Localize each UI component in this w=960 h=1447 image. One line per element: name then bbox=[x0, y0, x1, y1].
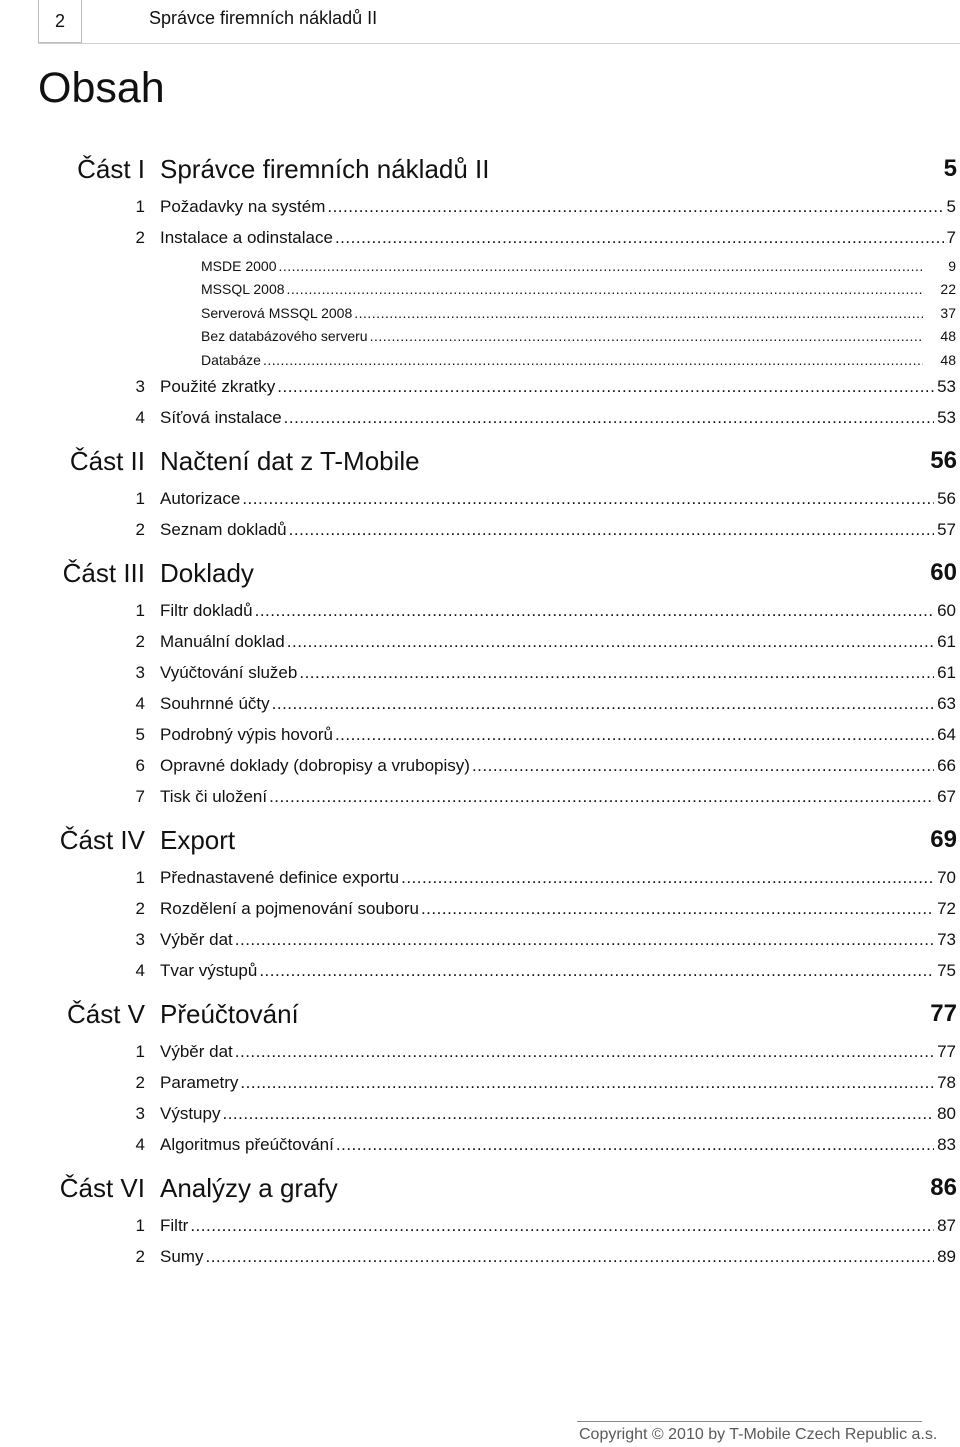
entry-page-number: 57 bbox=[937, 519, 956, 539]
entry-leader-line bbox=[160, 377, 956, 397]
part-title: Správce firemních nákladů II bbox=[160, 154, 490, 184]
dot-leader bbox=[222, 1104, 934, 1124]
toc-entry[interactable] bbox=[0, 658, 960, 689]
toc-entry[interactable] bbox=[0, 720, 960, 751]
entry-number: 4 bbox=[135, 693, 145, 713]
subentry-page-number: 37 bbox=[940, 304, 956, 321]
entry-number: 2 bbox=[135, 898, 145, 918]
toc-entry[interactable] bbox=[0, 1130, 960, 1161]
entry-title: Výstupy bbox=[160, 1103, 221, 1123]
entry-leader-line bbox=[160, 899, 956, 919]
entry-leader-line bbox=[160, 756, 956, 776]
entry-page-number: 89 bbox=[937, 1246, 956, 1266]
toc-subentry[interactable] bbox=[0, 278, 960, 302]
dot-leader bbox=[401, 868, 934, 888]
entry-page-number: 73 bbox=[937, 929, 956, 949]
toc-part-heading[interactable] bbox=[0, 1167, 960, 1211]
entry-number: 1 bbox=[135, 867, 145, 887]
entry-leader-line bbox=[160, 197, 956, 217]
entry-title: Výběr dat bbox=[160, 1041, 233, 1061]
entry-number: 2 bbox=[135, 631, 145, 651]
part-label: Část IV bbox=[59, 824, 145, 855]
part-spacer bbox=[0, 1273, 960, 1279]
part-label: Část V bbox=[66, 998, 145, 1029]
part-label: Část I bbox=[77, 154, 145, 184]
entry-title: Souhrnné účty bbox=[160, 693, 270, 713]
entry-page-number: 56 bbox=[937, 488, 956, 508]
entry-page-number: 75 bbox=[937, 960, 956, 980]
part-title: Export bbox=[160, 824, 236, 855]
part-label: Část II bbox=[69, 445, 145, 476]
part-title: Přeúčtování bbox=[160, 998, 299, 1029]
entry-leader-line bbox=[160, 663, 956, 683]
entry-page-number: 87 bbox=[937, 1215, 956, 1235]
toc-title: Obsah bbox=[38, 64, 165, 112]
dot-leader bbox=[277, 377, 934, 397]
entry-number: 1 bbox=[135, 600, 145, 620]
subentry-leader-line bbox=[201, 258, 956, 274]
subentry-leader-line bbox=[201, 281, 956, 297]
toc-entry[interactable] bbox=[0, 863, 960, 894]
entry-leader-line bbox=[160, 1042, 956, 1062]
toc-entry[interactable] bbox=[0, 627, 960, 658]
footer-divider bbox=[577, 1421, 922, 1422]
entry-page-number: 60 bbox=[937, 600, 956, 620]
entry-number: 1 bbox=[135, 488, 145, 508]
subentry-title: MSDE 2000 bbox=[201, 257, 277, 274]
entry-page-number: 83 bbox=[937, 1134, 956, 1154]
toc-part-heading[interactable] bbox=[0, 993, 960, 1037]
dot-leader bbox=[354, 305, 923, 321]
toc-entry[interactable] bbox=[0, 894, 960, 925]
entry-title: Autorizace bbox=[160, 488, 241, 508]
entry-page-number: 67 bbox=[937, 786, 956, 806]
part-title: Načtení dat z T-Mobile bbox=[160, 445, 420, 476]
entry-number: 1 bbox=[135, 1041, 145, 1061]
entry-title: Podrobný výpis hovorů bbox=[160, 724, 333, 744]
toc-entry[interactable] bbox=[0, 782, 960, 813]
entry-number: 4 bbox=[135, 407, 145, 427]
entry-page-number: 80 bbox=[937, 1103, 956, 1123]
part-page-number: 77 bbox=[930, 999, 957, 1027]
subentry-page-number: 22 bbox=[940, 281, 956, 297]
subentry-page-number: 9 bbox=[948, 257, 956, 274]
entry-leader-line bbox=[160, 930, 956, 950]
entry-leader-line bbox=[160, 489, 956, 509]
entry-page-number: 64 bbox=[937, 724, 956, 744]
subentry-leader-line bbox=[201, 305, 956, 321]
toc-entry[interactable] bbox=[0, 1099, 960, 1130]
dot-leader bbox=[272, 694, 934, 714]
entry-leader-line bbox=[160, 1135, 956, 1155]
dot-leader bbox=[299, 663, 934, 683]
toc-part-heading[interactable] bbox=[0, 819, 960, 863]
subentry-title: Serverová MSSQL 2008 bbox=[201, 304, 353, 321]
dot-leader bbox=[472, 756, 934, 776]
entry-leader-line bbox=[160, 632, 956, 652]
toc-entry[interactable] bbox=[0, 515, 960, 546]
entry-number: 3 bbox=[135, 662, 145, 682]
part-page-number: 60 bbox=[930, 558, 957, 586]
part-label: Část III bbox=[62, 557, 145, 588]
dot-leader bbox=[235, 930, 934, 950]
dot-leader bbox=[278, 258, 923, 274]
entry-title: Filtr bbox=[160, 1215, 189, 1235]
entry-page-number: 72 bbox=[937, 898, 956, 918]
entry-page-number: 63 bbox=[937, 693, 956, 713]
entry-number: 7 bbox=[135, 786, 145, 806]
entry-leader-line bbox=[160, 601, 956, 621]
entry-number: 1 bbox=[135, 197, 145, 216]
subentry-leader-line bbox=[201, 328, 956, 344]
entry-number: 2 bbox=[135, 519, 145, 539]
entry-title: Sumy bbox=[160, 1246, 204, 1266]
toc-entry[interactable] bbox=[0, 956, 960, 987]
entry-leader-line bbox=[160, 961, 956, 981]
entry-leader-line bbox=[160, 787, 956, 807]
entry-number: 1 bbox=[135, 1215, 145, 1235]
toc-part-heading[interactable] bbox=[0, 440, 960, 484]
dot-leader bbox=[335, 725, 934, 745]
dot-leader bbox=[235, 1042, 934, 1062]
toc-entry[interactable] bbox=[0, 484, 960, 515]
dot-leader bbox=[336, 1135, 934, 1155]
subentry-title: MSSQL 2008 bbox=[201, 281, 285, 297]
entry-number: 6 bbox=[135, 755, 145, 775]
entry-title: Použité zkratky bbox=[160, 376, 276, 396]
toc-entry[interactable] bbox=[0, 223, 960, 254]
toc-subentry[interactable] bbox=[0, 301, 960, 325]
entry-title: Filtr dokladů bbox=[160, 600, 253, 620]
dot-leader bbox=[242, 489, 934, 509]
part-page-number: 56 bbox=[930, 446, 957, 474]
entry-number: 5 bbox=[135, 724, 145, 744]
dot-leader bbox=[421, 899, 934, 919]
dot-leader bbox=[287, 632, 934, 652]
dot-leader bbox=[284, 408, 934, 428]
dot-leader bbox=[190, 1216, 934, 1236]
entry-title: Vyúčtování služeb bbox=[160, 662, 298, 682]
copyright-footer: Copyright © 2010 by T-Mobile Czech Republic a.s. bbox=[579, 1426, 938, 1443]
toc-entry[interactable] bbox=[0, 372, 960, 403]
dot-leader bbox=[240, 1073, 934, 1093]
entry-title: Seznam dokladů bbox=[160, 519, 287, 539]
subentry-page-number: 48 bbox=[940, 328, 956, 344]
entry-title: Přednastavené definice exportu bbox=[160, 867, 400, 887]
subentry-title: Bez databázového serveru bbox=[201, 328, 368, 344]
header-divider bbox=[38, 43, 960, 44]
entry-title: Parametry bbox=[160, 1072, 239, 1092]
toc-entry[interactable] bbox=[0, 1037, 960, 1068]
toc-entry[interactable] bbox=[0, 689, 960, 720]
toc-subentry[interactable] bbox=[0, 348, 960, 372]
dot-leader bbox=[289, 520, 934, 540]
part-page-number: 5 bbox=[943, 155, 957, 182]
dot-leader bbox=[335, 228, 944, 248]
entry-number: 3 bbox=[135, 929, 145, 949]
dot-leader bbox=[370, 328, 923, 344]
toc-entry[interactable] bbox=[0, 751, 960, 782]
entry-leader-line bbox=[160, 868, 956, 888]
part-page-number: 69 bbox=[930, 825, 957, 853]
entry-title: Síťová instalace bbox=[160, 407, 282, 427]
entry-leader-line bbox=[160, 228, 956, 248]
entry-title: Tvar výstupů bbox=[160, 960, 258, 980]
entry-title: Opravné doklady (dobropisy a vrubopisy) bbox=[160, 755, 470, 775]
entry-page-number: 70 bbox=[937, 867, 956, 887]
entry-page-number: 77 bbox=[937, 1041, 956, 1061]
subentry-page-number: 48 bbox=[940, 351, 956, 368]
entry-number: 3 bbox=[135, 1103, 145, 1123]
entry-number: 2 bbox=[135, 1246, 145, 1266]
dot-leader bbox=[327, 197, 943, 217]
dot-leader bbox=[287, 281, 923, 297]
entry-page-number: 61 bbox=[937, 631, 956, 651]
part-label: Část VI bbox=[59, 1172, 145, 1203]
entry-title: Požadavky na systém bbox=[160, 197, 326, 216]
part-page-number: 86 bbox=[930, 1173, 957, 1201]
entry-title: Algoritmus přeúčtování bbox=[160, 1134, 334, 1154]
dot-leader bbox=[269, 787, 934, 807]
toc-subentry[interactable] bbox=[0, 325, 960, 349]
entry-title: Manuální doklad bbox=[160, 631, 285, 651]
entry-leader-line bbox=[160, 694, 956, 714]
subentry-title: Databáze bbox=[201, 351, 261, 368]
entry-leader-line bbox=[160, 408, 956, 428]
toc-part-heading[interactable] bbox=[0, 552, 960, 596]
entry-page-number: 53 bbox=[937, 376, 956, 396]
toc-entry[interactable] bbox=[0, 596, 960, 627]
toc-subentry[interactable] bbox=[0, 254, 960, 278]
part-title: Doklady bbox=[160, 557, 254, 588]
part-title: Analýzy a grafy bbox=[160, 1172, 338, 1203]
entry-number: 4 bbox=[135, 960, 145, 980]
entry-title: Rozdělení a pojmenování souboru bbox=[160, 898, 419, 918]
entry-title: Výběr dat bbox=[160, 929, 233, 949]
table-of-contents bbox=[0, 148, 960, 1279]
toc-entry[interactable] bbox=[0, 925, 960, 956]
entry-leader-line bbox=[160, 1073, 956, 1093]
subentry-leader-line bbox=[201, 352, 956, 368]
running-title: Správce firemních nákladů II bbox=[149, 8, 378, 28]
entry-leader-line bbox=[160, 1216, 956, 1236]
toc-entry[interactable] bbox=[0, 192, 960, 223]
entry-page-number: 5 bbox=[946, 197, 956, 216]
entry-number: 3 bbox=[135, 376, 145, 396]
dot-leader bbox=[205, 1247, 934, 1267]
entry-page-number: 66 bbox=[937, 755, 956, 775]
entry-number: 2 bbox=[135, 228, 145, 247]
entry-leader-line bbox=[160, 725, 956, 745]
dot-leader bbox=[263, 352, 923, 368]
entry-title: Instalace a odinstalace bbox=[160, 228, 333, 247]
page-number: 2 bbox=[38, 0, 82, 43]
dot-leader bbox=[259, 961, 934, 981]
toc-entry[interactable] bbox=[0, 1068, 960, 1099]
entry-leader-line bbox=[160, 520, 956, 540]
entry-title: Tisk či uložení bbox=[160, 786, 268, 806]
entry-page-number: 7 bbox=[946, 228, 956, 247]
entry-leader-line bbox=[160, 1247, 956, 1267]
entry-number: 4 bbox=[135, 1134, 145, 1154]
dot-leader bbox=[255, 601, 934, 621]
entry-page-number: 78 bbox=[937, 1072, 956, 1092]
toc-part-heading[interactable] bbox=[0, 148, 960, 192]
entry-number: 2 bbox=[135, 1072, 145, 1092]
entry-page-number: 61 bbox=[937, 662, 956, 682]
entry-leader-line bbox=[160, 1104, 956, 1124]
toc-entry[interactable] bbox=[0, 1242, 960, 1273]
toc-entry[interactable] bbox=[0, 1211, 960, 1242]
toc-entry[interactable] bbox=[0, 403, 960, 434]
entry-page-number: 53 bbox=[937, 407, 956, 427]
